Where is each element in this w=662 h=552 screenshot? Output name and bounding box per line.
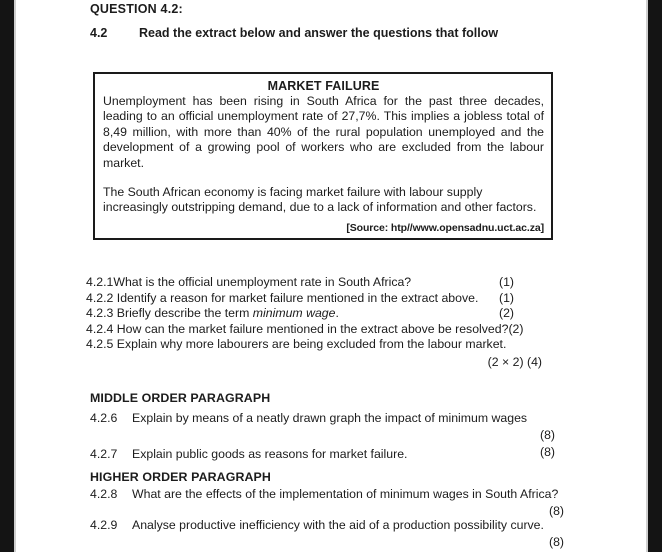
- section-heading-middle-order: MIDDLE ORDER PARAGRAPH: [90, 391, 271, 405]
- extract-paragraph-2: The South African economy is facing market failure with labour supply increasingly outstripping demand, due to a lack of information and other factors.: [103, 185, 537, 215]
- section-heading-higher-order: HIGHER ORDER PARAGRAPH: [90, 470, 271, 484]
- question-marks-426: (8): [540, 428, 556, 442]
- scan-edge-seam-right: [646, 0, 648, 552]
- question-marks-428: (8): [549, 504, 565, 518]
- question-marks-425-total: (2 × 2) (4): [487, 355, 542, 369]
- scan-edge-band-left: [0, 0, 14, 552]
- question-number-428: 4.2.8: [90, 487, 118, 501]
- question-item-423: [86, 306, 566, 322]
- scan-edge-seam-left: [14, 0, 16, 552]
- question-text-429: Analyse productive inefficiency with the aid of a production possibility curve.: [132, 518, 544, 532]
- question-text-423-after: .: [335, 306, 339, 321]
- question-text-424: How can the market failure mentioned in the extract above be resolved?: [113, 321, 509, 336]
- question-text-422: Identify a reason for market failure mentioned in the extract above.: [113, 290, 479, 305]
- question-number-425: 4.2.5: [86, 337, 114, 352]
- question-text-423-before: Briefly describe the term: [113, 306, 253, 321]
- scan-edge-band-right: [648, 0, 662, 552]
- question-list: [86, 275, 566, 353]
- question-item-428: [90, 487, 558, 501]
- question-item-425: [86, 337, 566, 353]
- question-marks-427: (8): [540, 445, 556, 459]
- question-item-426: [90, 411, 527, 425]
- question-marks-422: (1): [499, 290, 515, 305]
- instruction-line: [90, 26, 498, 40]
- extract-title: MARKET FAILURE: [267, 79, 380, 93]
- question-marks-423: (2): [499, 306, 515, 321]
- document-page: [16, 0, 646, 552]
- question-text-426: Explain by means of a neatly drawn graph the impact of minimum wages: [132, 411, 528, 425]
- question-term-minimum-wage: minimum wage: [252, 306, 336, 321]
- instruction-number: 4.2: [90, 26, 108, 40]
- question-number-422: 4.2.2: [86, 290, 114, 305]
- question-text-427: Explain public goods as reasons for market failure.: [132, 447, 408, 461]
- extract-source-citation: [Source: htp//www.opensadnu.uct.ac.za]: [346, 221, 544, 234]
- question-text-421: What is the official unemployment rate in South Africa?: [113, 275, 412, 289]
- question-item-427: [90, 447, 407, 461]
- question-item-422: [86, 291, 566, 307]
- question-marks-424: (2): [508, 321, 524, 336]
- question-number-424: 4.2.4: [86, 321, 114, 336]
- question-text-425: Explain why more labourers are being excluded from the labour market.: [113, 337, 507, 352]
- question-marks-421: (1): [499, 275, 515, 289]
- question-number-423: 4.2.3: [86, 306, 114, 321]
- question-number-427: 4.2.7: [90, 447, 118, 461]
- question-text-428: What are the effects of the implementation of minimum wages in South Africa?: [132, 487, 559, 501]
- question-number-429: 4.2.9: [90, 518, 118, 532]
- question-heading: QUESTION 4.2:: [90, 2, 183, 16]
- extract-paragraph-1: Unemployment has been rising in South Africa for the past three decades, leading to an official unemployment rate of 27,7%. This implies a jobless total of 8,49 million, with more than 40% of the rural population unemployed and the development of a growing pool of workers who are excluded from the labour market.: [103, 94, 544, 170]
- instruction-text: Read the extract below and answer the questions that follow: [139, 26, 499, 40]
- question-number-426: 4.2.6: [90, 411, 118, 425]
- question-item-429: [90, 518, 544, 532]
- question-item-424: [86, 322, 566, 338]
- question-number-421: 4.2.1: [86, 275, 114, 289]
- question-item-421: [86, 275, 566, 291]
- question-marks-429: (8): [549, 535, 565, 549]
- extract-box: [93, 72, 553, 240]
